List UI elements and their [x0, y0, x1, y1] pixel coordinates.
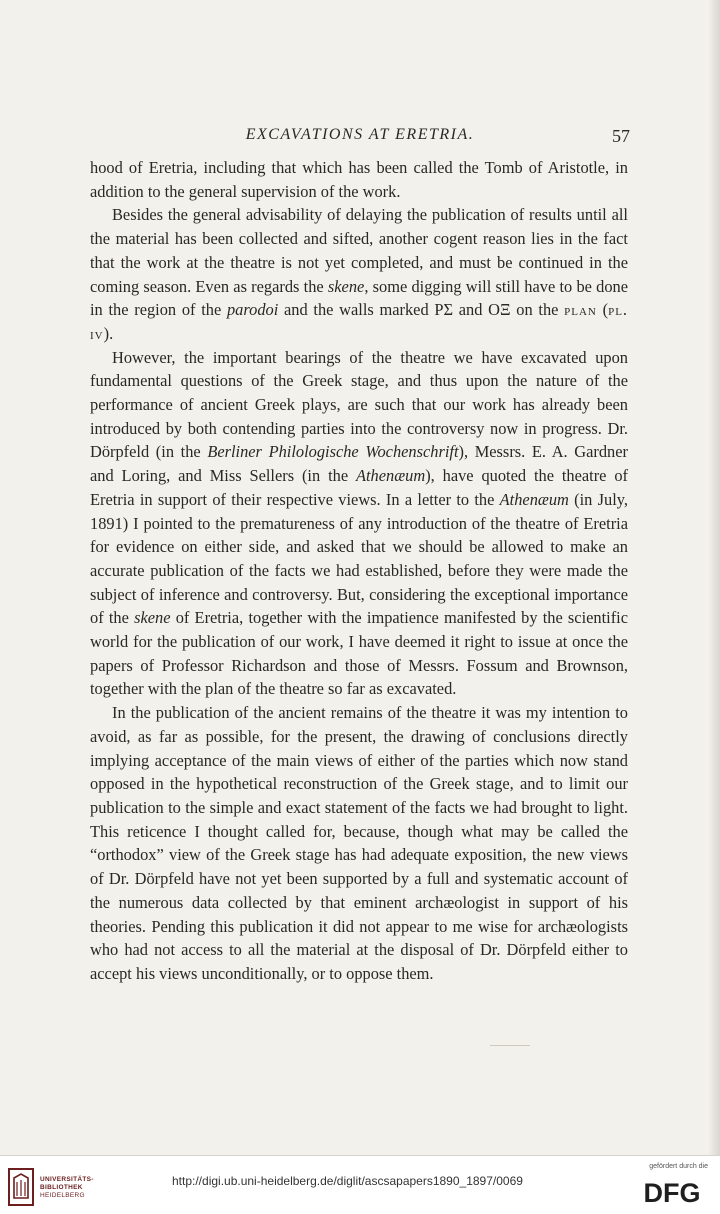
italic-title: Athenæum — [355, 466, 426, 486]
text-run: of Eretria, together with the impatience manifested by the scientific world for the publication of our work, I have deemed it right to issue at once the papers of Professor Richardson and those of Messrs. Fossum and Brownson, together with the plan of the theatre so far as excavated. — [90, 608, 629, 699]
dfg-logo-icon — [636, 1178, 708, 1206]
text-run: Besides the general advisability of delaying the publication of results until all the material has been collected and sifted, another cogent reason lies in the fact that the work at the theatre is not yet completed, and must be continued in the coming season. Even as regards the — [90, 205, 628, 296]
library-logo-icon — [8, 1168, 34, 1206]
italic-term: skene — [327, 276, 365, 296]
running-title: EXCAVATIONS AT ERETRIA. — [245, 126, 475, 143]
text-run: However, the important bearings of the theatre we have excavated upon fundamental questions of the Greek stage, and thus upon the nature of the performance of ancient Greek plays, are such that our work has already been introduced by both contending parties into the controversy now in progress. Dr. Dörpfeld (in the — [90, 347, 628, 462]
permalink-url[interactable]: http://digi.ub.uni-heidelberg.de/diglit/ascsapapers1890_1897/0069 — [172, 1174, 523, 1188]
text-run: (in July, 1891) I pointed to the prematureness of any introduction of the theatre of Eretria for evidence on either side, and asked that we should be allowed to make an accurate publication of the facts we had established, before they were made the subject of inference and controversy. But, considering the exceptional importance of the — [90, 489, 628, 628]
text-run: and the walls marked ΡΣ and ΟΞ on the — [278, 300, 565, 320]
text-run: ), have quoted the theatre of Eretria in support of their respective views. In a letter to the — [90, 466, 628, 509]
funder-note: gefördert durch die — [649, 1163, 708, 1170]
library-name — [40, 1176, 94, 1200]
small-caps-term: plan — [564, 300, 597, 320]
italic-term: skene — [134, 608, 171, 628]
end-rule — [490, 1045, 530, 1046]
library-name-line: UNIVERSITÄTS- — [40, 1176, 94, 1183]
paragraph-4 — [90, 701, 628, 985]
page-edge-shadow — [708, 0, 720, 1155]
text-run: ). — [103, 323, 114, 343]
text-run: hood of Eretria, including that which has been called the Tomb of Aristotle, in addition to the general supervision of the work. — [90, 158, 628, 201]
text-run: ( — [596, 300, 609, 320]
italic-title: Berliner Philologische Wochenschrift — [207, 442, 459, 462]
paragraph-3 — [90, 346, 628, 702]
page-number: 57 — [612, 126, 630, 146]
paragraph-1 — [90, 156, 628, 203]
running-head — [90, 126, 630, 150]
paragraph-2 — [90, 203, 628, 345]
italic-term: parodoi — [226, 300, 279, 320]
dfg-logo-text: DFG — [643, 1178, 701, 1206]
library-name-line: BIBLIOTHEK — [40, 1184, 83, 1191]
library-name-line: HEIDELBERG — [40, 1192, 85, 1199]
italic-title: Athenæum — [499, 489, 569, 509]
small-caps-term: pl. iv — [90, 300, 629, 343]
text-run: , some digging will still have to be done in the region of the — [90, 276, 628, 320]
body-text — [90, 156, 628, 986]
digitization-footer — [0, 1155, 720, 1214]
text-run: In the publication of the ancient remains of the theatre it was my intention to avoid, as far as possible, for the present, the drawing of conclusions directly implying acceptance of the main views of either of the parties which now stand opposed in the hypothetical reconstruction of the Greek stage, and to limit our publication to the simple and exact statement of the facts we had brought to light. This reticence I thought called for, because, though what may be called the “orthodox” view of the Greek stage has had adequate exposition, the new views of Dr. Dörpfeld have not yet been supported by a full and systematic account of the numerous data collected by that eminent archæologist in support of his theories. Pending this publication it did not appear to me wise for archæologists who had not access to all the material at the disposal of Dr. Dörpfeld either to accept his views unconditionally, or to oppose them. — [90, 703, 628, 983]
text-run: ), Messrs. E. A. Gardner and Loring, and Miss Sellers (in the — [90, 442, 628, 486]
